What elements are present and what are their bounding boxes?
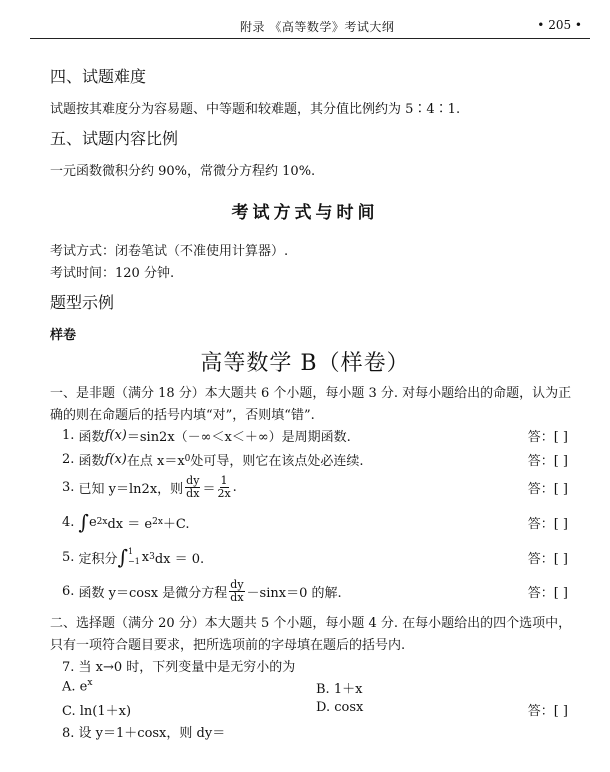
question-4-stem: 4. ∫ e 2x dx ＝ e 2x ＋C. — [62, 510, 190, 534]
question-3 — [62, 472, 568, 502]
answer-bracket[interactable]: 答：[ ] — [527, 585, 568, 601]
answer-bracket[interactable]: 答：[ ] — [527, 516, 568, 532]
answer-bracket[interactable]: 答：[ ] — [527, 704, 568, 719]
fraction-dy-dx: $\frac{dy}{dx}$ — [230, 577, 244, 604]
question-2 — [62, 446, 568, 472]
section-heading-difficulty: 四、试题难度 — [50, 67, 147, 86]
exam-time-text: 考试时间：120 分钟. — [50, 266, 175, 281]
part1-intro-line1: 一、是非题（满分 18 分）本大题共 6 个小题，每小题 3 分. 对每小题给出的命题，认为正 — [50, 386, 572, 401]
fraction-dy-dx: $\frac{dy}{dx}$ — [186, 473, 200, 500]
question-2-stem: 2. 函数 f(x) 在点 x＝x 0 处可导，则它在该点处必连续. — [62, 451, 364, 469]
section-heading-content-ratio: 五、试题内容比例 — [50, 129, 179, 148]
question-4 — [62, 508, 568, 536]
running-header — [30, 16, 590, 39]
integral-sign: ∫ — [78, 510, 89, 534]
question-6-stem: 6. 函数 y＝cosx 是微分方程 $\frac{dy}{dx}$ －sinx＝0 的解. — [62, 577, 342, 604]
option-d[interactable]: D. cosx — [316, 700, 364, 715]
sample-label: 样卷 — [50, 328, 77, 343]
question-1-stem: 1. 函数 f(x) ＝sin2x（－∞＜x＜＋∞）是周期函数. — [62, 427, 351, 445]
option-a[interactable]: A. $e^x$ — [62, 678, 93, 695]
question-7-stem: 7. 当 x→0 时，下列变量中是无穷小的为 — [62, 660, 296, 675]
answer-bracket[interactable]: 答：[ ] — [527, 429, 568, 445]
answer-bracket[interactable]: 答：[ ] — [527, 453, 568, 469]
part1-intro-line2: 确的则在命题后的括号内填“对”，否则填“错”. — [50, 408, 315, 423]
answer-bracket[interactable]: 答：[ ] — [527, 481, 568, 497]
option-c[interactable]: C. ln(1＋x) — [62, 704, 132, 719]
exam-section-title: 考试方式与时间 — [231, 203, 379, 223]
header-title: 附录 《高等数学》考试大纲 — [240, 20, 395, 34]
exam-method-text: 考试方式：闭卷笔试（不准使用计算器）. — [50, 244, 289, 259]
page-number: • 205 • — [537, 18, 582, 32]
part2-intro-line1: 二、选择题（满分 20 分）本大题共 5 个小题，每小题 4 分. 在每小题给出的四个选项中， — [50, 616, 572, 631]
integral-sign: ∫ — [117, 545, 128, 569]
question-3-stem: 3. 已知 y＝ln2x，则 $\frac{dy}{dx}$ ＝ $\frac{1}{2x}$ . — [62, 473, 237, 500]
question-types-heading: 题型示例 — [50, 293, 115, 312]
question-6 — [62, 576, 568, 606]
answer-bracket[interactable]: 答：[ ] — [527, 551, 568, 567]
difficulty-text: 试题按其难度分为容易题、中等题和较难题，其分值比例约为 5∶4∶1. — [50, 102, 461, 117]
question-5 — [62, 542, 568, 572]
question-8-stem: 8. 设 y＝1＋cosx，则 dy＝ — [62, 726, 226, 741]
part2-intro-line2: 只有一项符合题目要求，把所选项前的字母填在题后的括号内. — [50, 638, 406, 653]
question-5-stem: 5. 定积分 ∫ 1 −1 x 3 dx ＝ 0. — [62, 545, 205, 569]
option-b[interactable]: B. 1＋x — [316, 682, 363, 697]
fraction-one-over-2x: $\frac{1}{2x}$ — [217, 473, 231, 500]
question-1 — [62, 422, 568, 448]
paper-title: 高等数学 B（样卷） — [200, 351, 410, 376]
content-ratio-text: 一元函数微积分约 90%，常微分方程约 10%. — [50, 164, 316, 179]
